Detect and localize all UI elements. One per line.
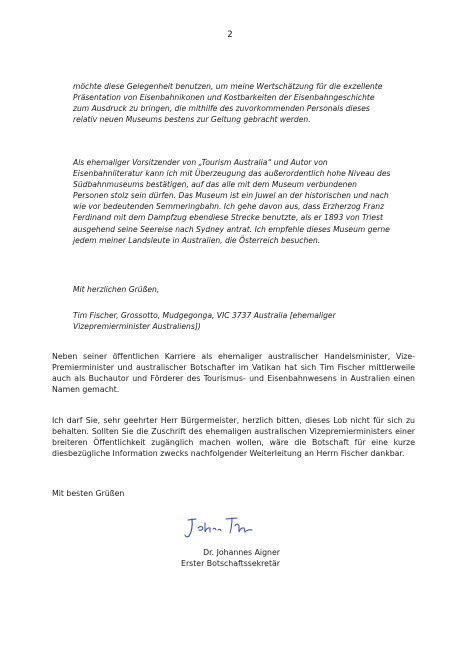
quote-closing: Mit herzlichen Grüßen,	[73, 285, 160, 294]
quote-paragraph-2: Als ehemaliger Vorsitzender von „Tourism Australia“ und Autor von Eisenbahnliteratur kann ich mit Überzeugung das außerordentlich hohe Niveau des Südbahnmuseums bestätigen, auf das alle mit dem Museum verbundenen Personen stolz sein dürfen. Das Museum ist ein Juwel an der historischen und nach wie vor bedeutenden Semmeringbahn. Ich gehe davon aus, dass Erzherzog Franz Ferdinand mit dem Dampfzug ebendiese Strecke benutzte, als er 1893 von Triest ausgehend seine Seereise nach Sydney antrat. Ich empfehle dieses Museum gerne jedem meiner Landsleute in Australien, die Österreich besuchen.	[73, 158, 391, 245]
quote-signature: Tim Fischer, Grossotto, Mudgegonga, VIC 3737 Australia [ehemaliger Vizepremierminister Australiens])	[73, 311, 336, 332]
body-paragraph-2: Ich darf Sie, sehr geehrter Herr Bürgermeister, herzlich bitten, dieses Lob nicht für sich zu behalten. Sollten Sie die Zuschrift des ehemaligen australischen Vizepremierministers einer breiteren Öffentlichkeit zugänglich machen wollen, wäre die Botschaft für eine kurze diesbezügliche Information zwecks nachfolgender Weiterleitung an Herrn Fischer dankbar.	[52, 416, 415, 459]
handwritten-signature	[182, 514, 262, 542]
body-closing: Mit besten Grüßen	[52, 489, 125, 498]
page-number: 2	[227, 30, 233, 40]
sender-name: Dr. Johannes Aigner	[203, 548, 280, 557]
quote-paragraph-1: möchte diese Gelegenheit benutzen, um meine Wertschätzung für die exzellente Präsentation von Eisenbahnikonen und Kostbarkeiten der Eisenbahngeschichte zum Ausdruck zu bringen, die mithilfe des zuvorkommenden Personals dieses relativ neuen Museums bestens zur Geltung gebracht werden.	[73, 82, 383, 125]
sender-title: Erster Botschaftssekretär	[181, 559, 280, 568]
body-paragraph-1: Neben seiner öffentlichen Karriere als ehemaliger australischer Handelsminister, Vize-Premierminister und australischer Botschafter im Vatikan hat sich Tim Fischer mittlerweile auch als Buchautor und Förderer des Tourismus- und Eisenbahnwesens in Australien einen Namen gemacht.	[52, 352, 415, 395]
